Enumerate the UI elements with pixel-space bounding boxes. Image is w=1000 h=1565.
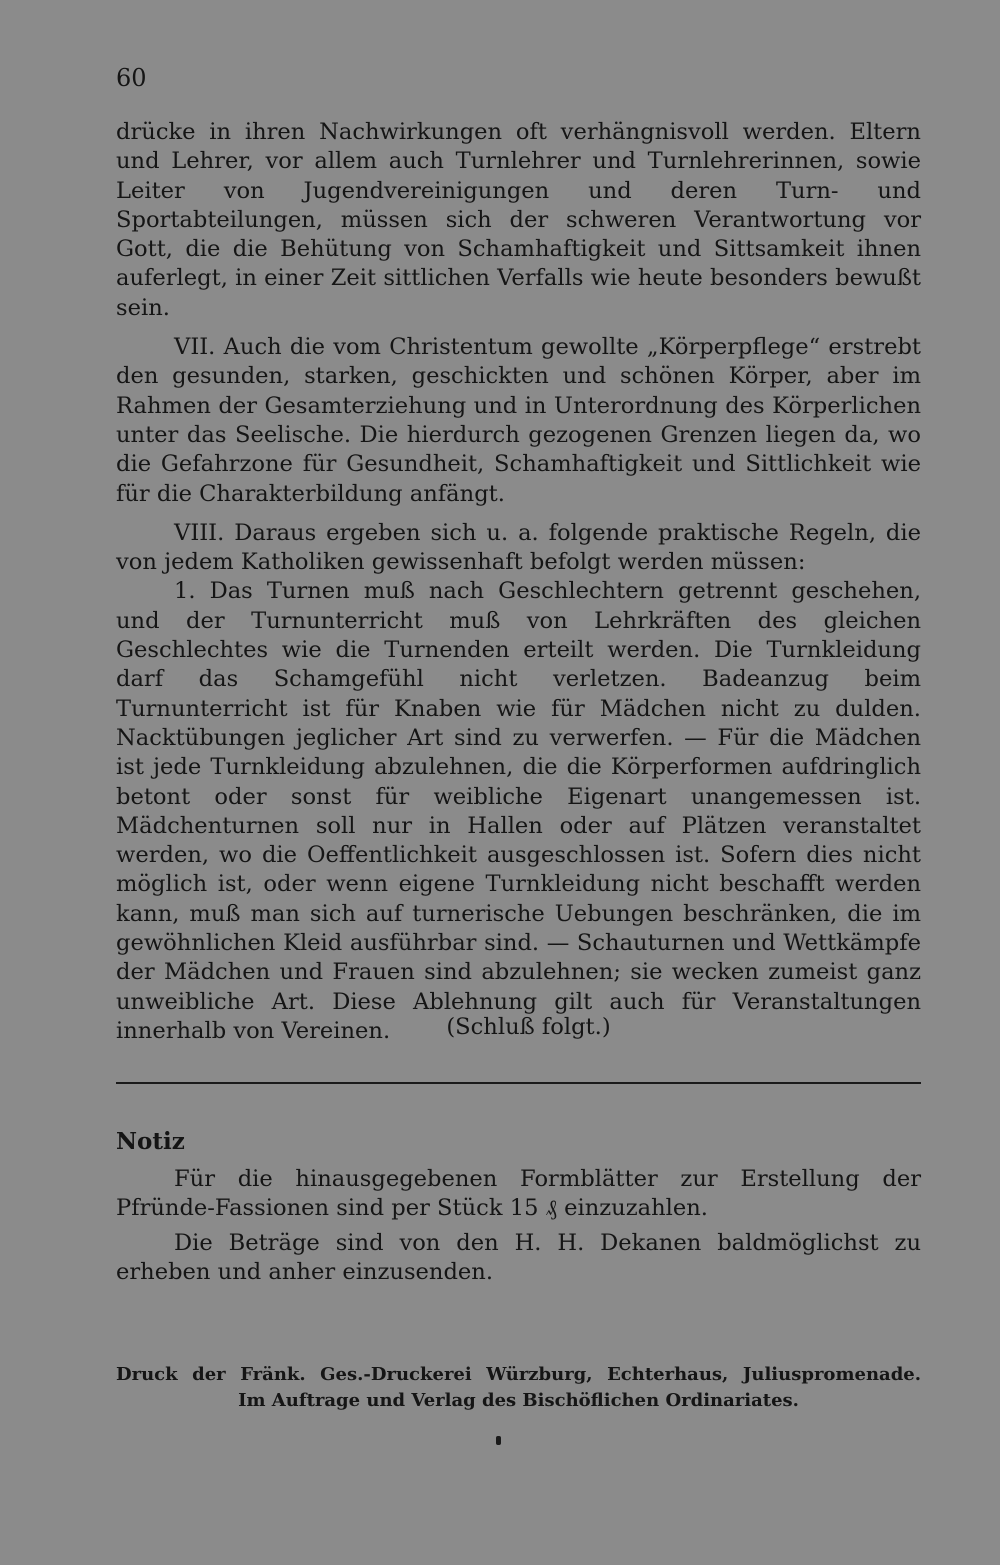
- notiz-body: [116, 1165, 921, 1287]
- rule-1-paragraph: 1. Das Turnen muß nach Geschlechtern getrennt geschehen, und der Turnunterricht muß von Lehrkräften des gleichen Geschlechtes wie die Turnenden erteilt werden. Die Turnkleidung darf das Schamgefühl nicht verletzen. Badeanzug beim Turnunterricht ist für Knaben wie für Mädchen nicht zu dulden. Nacktübungen jeglicher Art sind zu verwerfen. — Für die Mädchen ist jede Turnkleidung abzulehnen, die die Körperformen aufdringlich betont oder sonst für weibliche Eigenart unangemessen ist. Mädchenturnen soll nur in Hallen oder auf Plätzen veranstaltet werden, wo die Oeffentlichkeit ausgeschlossen ist. Sofern dies nicht möglich ist, oder wenn eigene Turnkleidung nicht beschafft werden kann, muß man sich auf turnerische Uebungen beschränken, die im gewöhnlichen Kleid ausführbar sind. — Schauturnen und Wettkämpfe der Mädchen und Frauen sind abzulehnen; sie wecken zumeist ganz unweibliche Art. Diese Ablehnung gilt auch für Veranstaltungen innerhalb von Vereinen.: [116, 578, 921, 1044]
- section-divider: [116, 1082, 921, 1084]
- paragraph-viii: VIII. Daraus ergeben sich u. a. folgende praktische Regeln, die von jedem Katholiken gewissenhaft befolgt werden müssen:: [116, 519, 921, 576]
- imprint-publisher-line: Im Auftrage und Verlag des Bischöflichen Ordinariates.: [238, 1390, 799, 1411]
- notiz-paragraph: Für die hinausgegebenen Formblätter zur Erstellung der Pfründe-Fassionen sind per Stück 15 ₰ einzuzahlen.: [116, 1166, 921, 1222]
- page-number: 60: [116, 64, 147, 92]
- paragraph-continuation: drücke in ihren Nachwirkungen oft verhängnisvoll werden. Eltern und Lehrer, vor allem auch Turnlehrer und Turnlehrerinnen, sowie Leiter von Jugendvereinigungen und deren Turn- und Sportabteilungen, müssen sich der schweren Verantwortung vor Gott, die die Behütung von Schamhaftigkeit und Sittsamkeit ihnen auferlegt, in einer Zeit sittlichen Verfalls wie heute besonders bewußt sein.: [116, 119, 921, 321]
- notiz-heading: Notiz: [116, 1128, 185, 1155]
- paragraph-vii: VII. Auch die vom Christentum gewollte „Körperpflege“ erstrebt den gesunden, starken, geschickten und schönen Körper, aber im Rahmen der Gesamterziehung und in Unterordnung des Körperlichen unter das Seelische. Die hierdurch gezogenen Grenzen liegen da, wo die Gefahrzone für Gesundheit, Schamhaftigkeit und Sittlichkeit wie für die Charakterbildung anfängt.: [116, 334, 921, 507]
- ink-mark: [496, 1436, 501, 1445]
- main-text: [116, 118, 921, 1046]
- to-be-continued-note: (Schluß folgt.): [446, 1014, 611, 1040]
- notiz-paragraph: Die Beträge sind von den H. H. Dekanen baldmöglichst zu erheben und anher einzusenden.: [116, 1229, 921, 1285]
- imprint-printer-line: Druck der Fränk. Ges.-Druckerei Würzburg, Echterhaus, Juliuspromenade.: [116, 1364, 921, 1385]
- printer-imprint: [116, 1362, 921, 1414]
